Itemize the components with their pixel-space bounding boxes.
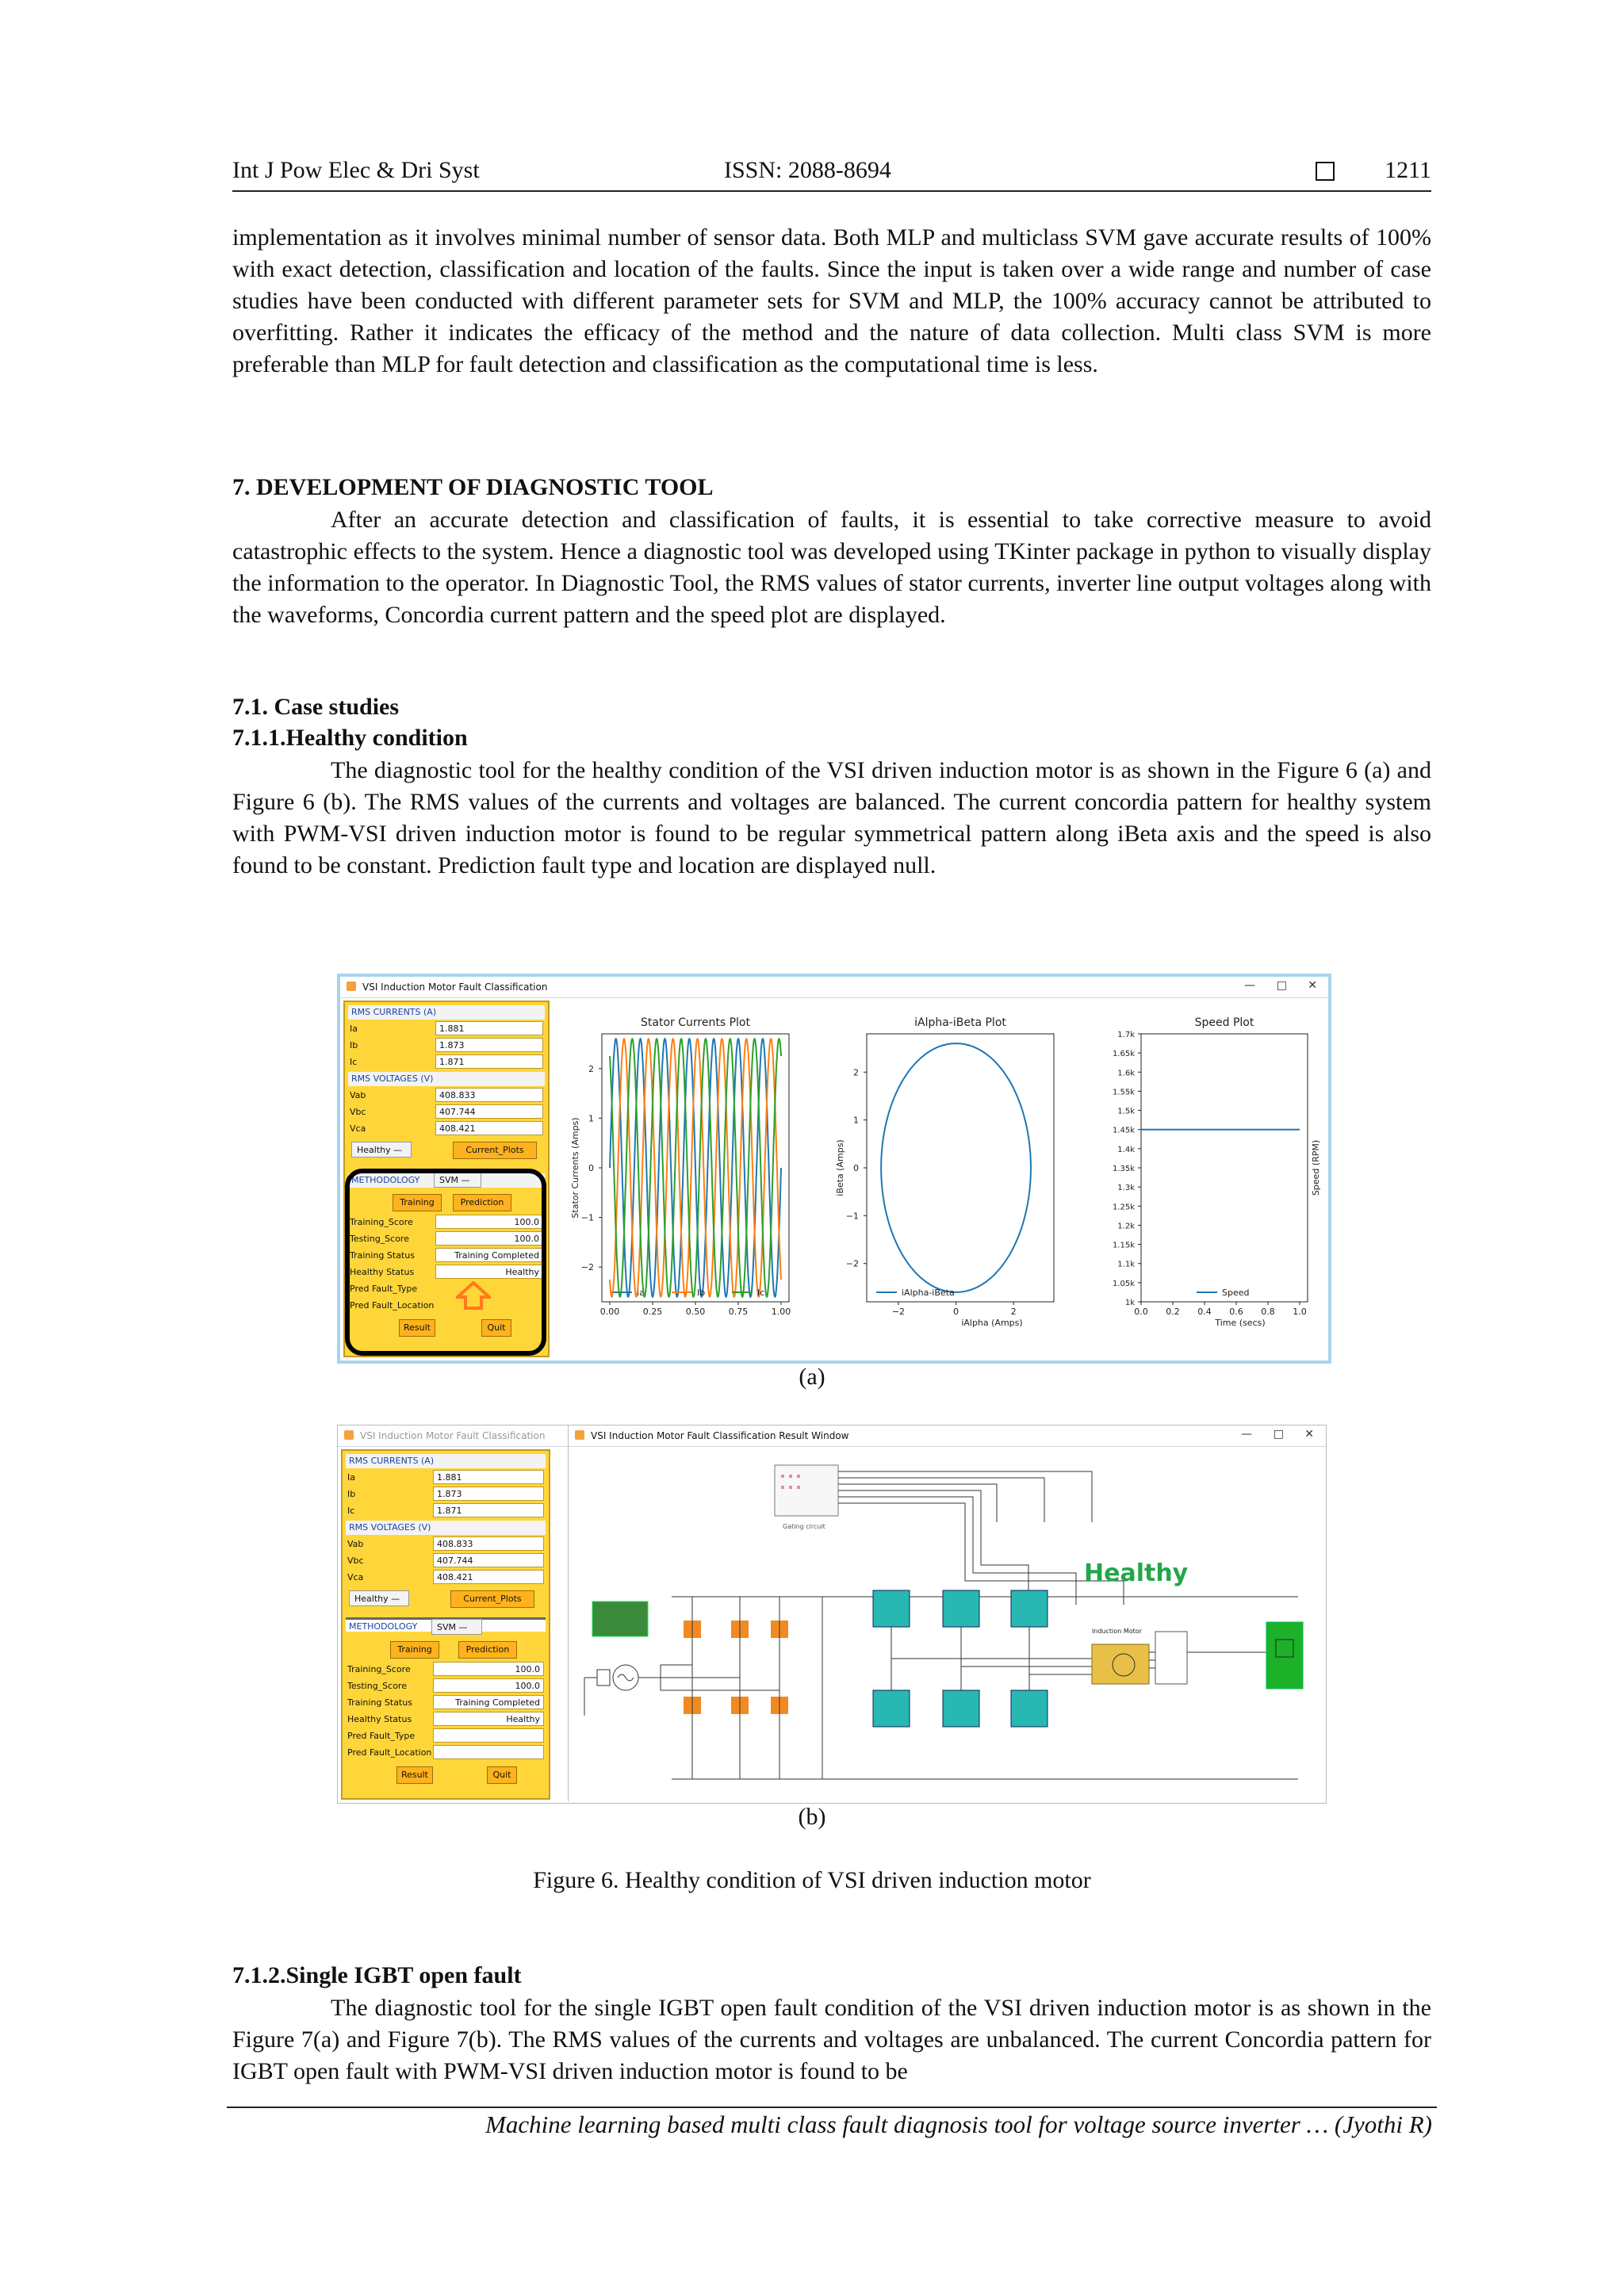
training-status-label: Training Status — [347, 1697, 412, 1708]
methodology-label: METHODOLOGY — [346, 1617, 546, 1632]
methodology-label: METHODOLOGY — [348, 1173, 545, 1188]
vbc-value[interactable]: 407.744 — [435, 1104, 543, 1119]
condition-select-value: Healthy — [354, 1594, 389, 1604]
section-7-1-1-heading: 7.1.1.Healthy condition — [232, 725, 468, 751]
speed-y-tick-label: 1.4k — [1117, 1145, 1135, 1154]
vab-label: Vab — [350, 1090, 366, 1100]
ia-value[interactable]: 1.881 — [435, 1021, 543, 1035]
vab-row — [350, 1088, 543, 1104]
highlight-frame — [345, 1169, 546, 1356]
rms-currents-label: RMS CURRENTS (A) — [348, 1005, 545, 1020]
concordia-plot-title: iAlpha-iBeta Plot — [914, 1016, 1006, 1029]
speed-x-tick-label: 0.4 — [1197, 1307, 1212, 1317]
training-score-label: Training_Score — [350, 1217, 413, 1227]
app-icon — [575, 1430, 584, 1440]
chevron-down-icon: — — [391, 1594, 400, 1604]
journal-name: Int J Pow Elec & Dri Syst — [232, 157, 480, 183]
speed-y-tick-label: 1.7k — [1117, 1031, 1135, 1039]
result-window-titlebar — [569, 1425, 1325, 1447]
chevron-down-icon: — — [461, 1175, 470, 1185]
rms-voltages-label: RMS VOLTAGES (V) — [346, 1521, 546, 1535]
vbc-value[interactable]: 407.744 — [433, 1553, 544, 1567]
vbc-row — [347, 1553, 544, 1569]
vbc-label: Vbc — [350, 1107, 366, 1117]
speed-y-tick-label: 1.5k — [1117, 1107, 1135, 1116]
speed-x-tick-label: 0.0 — [1134, 1307, 1148, 1317]
speed-plot-title: Speed Plot — [1194, 1016, 1254, 1029]
current-plots-button[interactable]: Current_Plots — [450, 1590, 534, 1608]
box-icon — [1316, 162, 1335, 181]
section-7-paragraph: After an accurate detection and classification of faults, it is essential to take corrective measure to avoid catastrophic effects to the system. Hence a diagnostic tool was developed using TKinter package in python to visually display the information to the operator. In Diagnostic Tool, the RMS values of stator currents, inverter line output voltages along with the waveforms, Concordia current pattern and the speed plot are displayed. — [232, 507, 1431, 628]
app-icon — [347, 982, 356, 991]
control-panel-b — [341, 1449, 550, 1800]
stator-y-tick-label: 0 — [588, 1163, 594, 1173]
methodology-select-value: SVM — [437, 1622, 456, 1632]
healthy-status-label: Healthy Status — [347, 1714, 412, 1724]
section-7-1-1-paragraph: The diagnostic tool for the healthy condition of the VSI driven induction motor is as shown in the Figure 6 (a) and Figure 6 (b). The RMS values of the currents and voltages are balanced. The current concordia pattern for healthy system with PWM-VSI driven induction motor is found to be regular symmetrical pattern along iBeta axis and the speed is also found to be constant. Prediction fault type and location are displayed null. — [232, 757, 1431, 878]
methodology-select[interactable] — [431, 1619, 482, 1635]
speed-y-tick-label: 1.35k — [1112, 1165, 1135, 1173]
concordia-y-tick-label: −1 — [845, 1211, 859, 1222]
vca-label: Vca — [347, 1572, 364, 1582]
inverter-circuit-diagram — [569, 1446, 1325, 1801]
pred-fault-type-label: Pred Fault_Type — [350, 1284, 418, 1294]
speed-y-axis-label: Speed (RPM) — [1311, 1139, 1321, 1196]
ib-label: Ib — [347, 1489, 356, 1499]
concordia-x-tick-label: −2 — [891, 1307, 906, 1317]
vbc-row — [350, 1104, 543, 1120]
testing-score-value[interactable]: 100.0 — [433, 1678, 544, 1693]
stator-x-tick-label: 0.75 — [728, 1307, 749, 1317]
healthy-status-value[interactable]: Healthy — [435, 1265, 543, 1279]
speed-y-tick-label: 1.25k — [1112, 1203, 1135, 1212]
healthy-status-row — [347, 1712, 544, 1728]
induction-motor-block — [1092, 1628, 1149, 1684]
rms-voltages-label: RMS VOLTAGES (V) — [348, 1072, 545, 1086]
minimize-icon[interactable]: — — [1241, 1428, 1252, 1441]
running-header — [232, 155, 1431, 192]
speed-x-tick-label: 1.0 — [1293, 1307, 1307, 1317]
testing-score-label: Testing_Score — [347, 1681, 407, 1691]
healthy-banner: Healthy — [1084, 1559, 1189, 1587]
speed-x-tick-label: 0.6 — [1229, 1307, 1243, 1317]
speed-y-tick-label: 1.1k — [1117, 1260, 1135, 1269]
ib-label: Ib — [350, 1040, 358, 1050]
ia-value[interactable]: 1.881 — [433, 1470, 544, 1484]
fault-classification-window — [337, 974, 1331, 1364]
gating-wires — [838, 1471, 1124, 1605]
pred-fault-location-label: Pred Fault_Location — [350, 1300, 435, 1311]
ia-label: Ia — [350, 1024, 358, 1034]
pred-fault-type-row — [347, 1728, 544, 1744]
chevron-down-icon: — — [393, 1145, 403, 1155]
vca-value[interactable]: 408.421 — [435, 1121, 543, 1135]
result-window-title: VSI Induction Motor Fault Classification Result Window — [591, 1430, 849, 1441]
stator-plot-title: Stator Currents Plot — [641, 1016, 750, 1029]
minimize-icon[interactable]: — — [1244, 979, 1255, 992]
current-plots-button[interactable]: Current_Plots — [453, 1142, 537, 1159]
ib-row — [350, 1038, 543, 1054]
stator-y-tick-label: 2 — [588, 1063, 594, 1074]
concordia-x-axis-label: iAlpha (Amps) — [961, 1318, 1023, 1328]
close-icon[interactable]: ✕ — [1308, 979, 1317, 992]
stator-x-tick-label: 0.00 — [599, 1307, 620, 1317]
stator-y-tick-label: −1 — [580, 1212, 594, 1223]
figure-6a-caption: (a) — [799, 1364, 825, 1390]
stator-x-tick-label: 0.25 — [642, 1307, 663, 1317]
testing-score-value[interactable]: 100.0 — [435, 1231, 543, 1246]
vab-value[interactable]: 408.833 — [433, 1536, 544, 1551]
stator-x-tick-label: 1.00 — [771, 1307, 791, 1317]
training-score-value[interactable]: 100.0 — [435, 1215, 543, 1229]
gating-circuit-block — [775, 1465, 838, 1530]
training-score-row — [347, 1662, 544, 1678]
ib-value[interactable]: 1.873 — [435, 1038, 543, 1052]
speed-y-tick-label: 1.3k — [1117, 1184, 1135, 1193]
page-number: 1211 — [1385, 157, 1431, 183]
section-7-1-heading: 7.1. Case studies — [232, 694, 400, 720]
speed-y-tick-label: 1.45k — [1112, 1126, 1135, 1135]
inverter-output-wires — [891, 1627, 1092, 1690]
back-window-title: VSI Induction Motor Fault Classification — [360, 1430, 546, 1441]
stator-legend-label: Ic — [757, 1288, 765, 1298]
issn: ISSN: 2088-8694 — [724, 157, 891, 183]
concordia-y-tick-label: 1 — [853, 1115, 859, 1126]
scope-block — [1149, 1622, 1303, 1689]
speed-y-tick-label: 1.15k — [1112, 1241, 1135, 1250]
speed-x-tick-label: 0.8 — [1261, 1307, 1275, 1317]
gating-label: Gating circuit — [783, 1523, 825, 1530]
speed-x-axis-label: Time (secs) — [1215, 1318, 1266, 1328]
pred-fault-location-value[interactable] — [433, 1745, 544, 1759]
plots-canvas — [551, 1001, 1322, 1354]
testing-score-label: Testing_Score — [350, 1234, 409, 1244]
figure-6b-caption: (b) — [798, 1804, 826, 1830]
window-title: VSI Induction Motor Fault Classification — [362, 982, 548, 993]
discrete-block — [592, 1601, 648, 1636]
ia-row — [350, 1021, 543, 1037]
stator-legend-label: Ia — [637, 1288, 645, 1298]
stator-legend-label: Ib — [697, 1288, 706, 1298]
healthy-status-value[interactable]: Healthy — [433, 1712, 544, 1726]
concordia-y-tick-label: 2 — [853, 1067, 859, 1078]
pred-fault-location-label: Pred Fault_Location — [347, 1747, 432, 1758]
close-icon[interactable]: ✕ — [1304, 1428, 1314, 1441]
maximize-icon[interactable]: □ — [1276, 979, 1287, 992]
concordia-x-tick-label: 2 — [1010, 1307, 1017, 1317]
motor-label: Induction Motor — [1092, 1628, 1142, 1635]
ia-row — [347, 1470, 544, 1486]
speed-y-tick-label: 1.2k — [1117, 1222, 1135, 1231]
pred-fault-location-row — [347, 1745, 544, 1761]
stator-y-axis-label: Stator Currents (Amps) — [570, 1117, 580, 1219]
speed-legend-label: Speed — [1222, 1288, 1250, 1298]
footer-rule — [227, 2107, 1437, 2108]
training-button[interactable]: Training — [390, 1641, 439, 1659]
condition-select[interactable] — [349, 1590, 409, 1606]
ic-label: Ic — [350, 1057, 358, 1067]
result-button[interactable]: Result — [396, 1766, 433, 1784]
vca-row — [350, 1121, 543, 1137]
pred-fault-type-label: Pred Fault_Type — [347, 1731, 416, 1741]
chevron-down-icon: — — [458, 1622, 468, 1632]
concordia-plot-frame — [867, 1034, 1054, 1302]
stator-y-tick-label: 1 — [588, 1113, 594, 1124]
training-status-label: Training Status — [350, 1250, 415, 1261]
training-score-label: Training_Score — [347, 1664, 411, 1674]
quit-button[interactable]: Quit — [487, 1766, 517, 1784]
training-status-value[interactable]: Training Completed — [435, 1248, 543, 1262]
concordia-x-tick-label: 0 — [953, 1307, 959, 1317]
ib-value[interactable]: 1.873 — [433, 1487, 544, 1501]
vca-row — [347, 1570, 544, 1586]
stator-y-tick-label: −2 — [580, 1262, 594, 1273]
section-7-1-2-paragraph: The diagnostic tool for the single IGBT open fault condition of the VSI driven induction motor is as shown in the Figure 7(a) and Figure 7(b). The RMS values of the currents and voltages are unbalanced. The current Concordia pattern for IGBT open fault with PWM-VSI driven induction motor is found to be — [232, 1995, 1431, 2084]
result-button[interactable]: Result — [399, 1319, 435, 1337]
training-score-value[interactable]: 100.0 — [433, 1662, 544, 1676]
concordia-legend-label: iAlpha-iBeta — [902, 1288, 955, 1298]
ac-source — [584, 1665, 661, 1716]
ic-row — [350, 1054, 543, 1070]
running-footer: Machine learning based multi class fault diagnosis tool for voltage source inverter … (Jyothi R) — [485, 2110, 1432, 2138]
section-7-1-2-heading: 7.1.2.Single IGBT open fault — [232, 1962, 522, 1988]
quit-button[interactable]: Quit — [481, 1319, 511, 1337]
speed-x-tick-label: 0.2 — [1166, 1307, 1180, 1317]
concordia-y-tick-label: 0 — [853, 1163, 859, 1173]
testing-score-row — [347, 1678, 544, 1694]
ia-label: Ia — [347, 1472, 355, 1483]
stator-x-tick-label: 0.50 — [685, 1307, 706, 1317]
ic-value[interactable]: 1.871 — [435, 1054, 543, 1069]
figure-6-caption: Figure 6. Healthy condition of VSI driven induction motor — [533, 1867, 1091, 1893]
speed-plot-frame — [1141, 1034, 1308, 1302]
window-titlebar — [340, 977, 1328, 998]
vbc-label: Vbc — [347, 1556, 364, 1566]
vab-row — [347, 1536, 544, 1552]
vca-value[interactable]: 408.421 — [433, 1570, 544, 1584]
speed-y-tick-label: 1.6k — [1117, 1069, 1135, 1078]
maximize-icon[interactable]: □ — [1273, 1428, 1284, 1441]
speed-y-tick-label: 1.65k — [1112, 1050, 1135, 1059]
prediction-button[interactable]: Prediction — [453, 1194, 511, 1211]
intro-paragraph: implementation as it involves minimal number of sensor data. Both MLP and multiclass SVM gave accurate results of 100% with exact detection, classification and location of the faults. Since the input is taken over a wide range and number of case studies have been conducted with different parameter sets for SVM and MLP, the 100% accuracy cannot be attributed to overfitting. Rather it indicates the efficacy of the method and the nature of data collection. Multi class SVM is more preferable than MLP for fault detection and classification as the computational time is less. — [232, 224, 1431, 377]
methodology-select-value: SVM — [439, 1175, 458, 1185]
ic-row — [347, 1503, 544, 1519]
pred-fault-type-value[interactable] — [433, 1728, 544, 1743]
section-7-heading: 7. DEVELOPMENT OF DIAGNOSTIC TOOL — [232, 474, 714, 500]
result-window — [568, 1425, 1325, 1801]
healthy-status-label: Healthy Status — [350, 1267, 415, 1277]
vca-label: Vca — [350, 1123, 366, 1134]
diode-bridge — [684, 1621, 788, 1714]
ic-label: Ic — [347, 1506, 355, 1516]
speed-y-tick-label: 1.55k — [1112, 1088, 1135, 1097]
condition-select-value: Healthy — [357, 1145, 391, 1155]
ic-value[interactable]: 1.871 — [433, 1503, 544, 1517]
rms-currents-label: RMS CURRENTS (A) — [346, 1454, 546, 1468]
concordia-y-axis-label: iBeta (Amps) — [835, 1139, 845, 1196]
condition-select[interactable] — [351, 1142, 412, 1158]
training-status-row — [347, 1695, 544, 1711]
prediction-button[interactable]: Prediction — [458, 1641, 517, 1659]
app-icon — [344, 1430, 354, 1440]
training-button[interactable]: Training — [393, 1194, 442, 1211]
speed-y-tick-label: 1k — [1124, 1299, 1135, 1307]
result-window-composite — [337, 1425, 1327, 1804]
concordia-y-tick-label: −2 — [845, 1258, 859, 1269]
speed-y-tick-label: 1.05k — [1112, 1279, 1135, 1288]
training-status-value[interactable]: Training Completed — [433, 1695, 544, 1709]
ib-row — [347, 1487, 544, 1502]
vab-label: Vab — [347, 1539, 364, 1549]
vab-value[interactable]: 408.833 — [435, 1088, 543, 1102]
